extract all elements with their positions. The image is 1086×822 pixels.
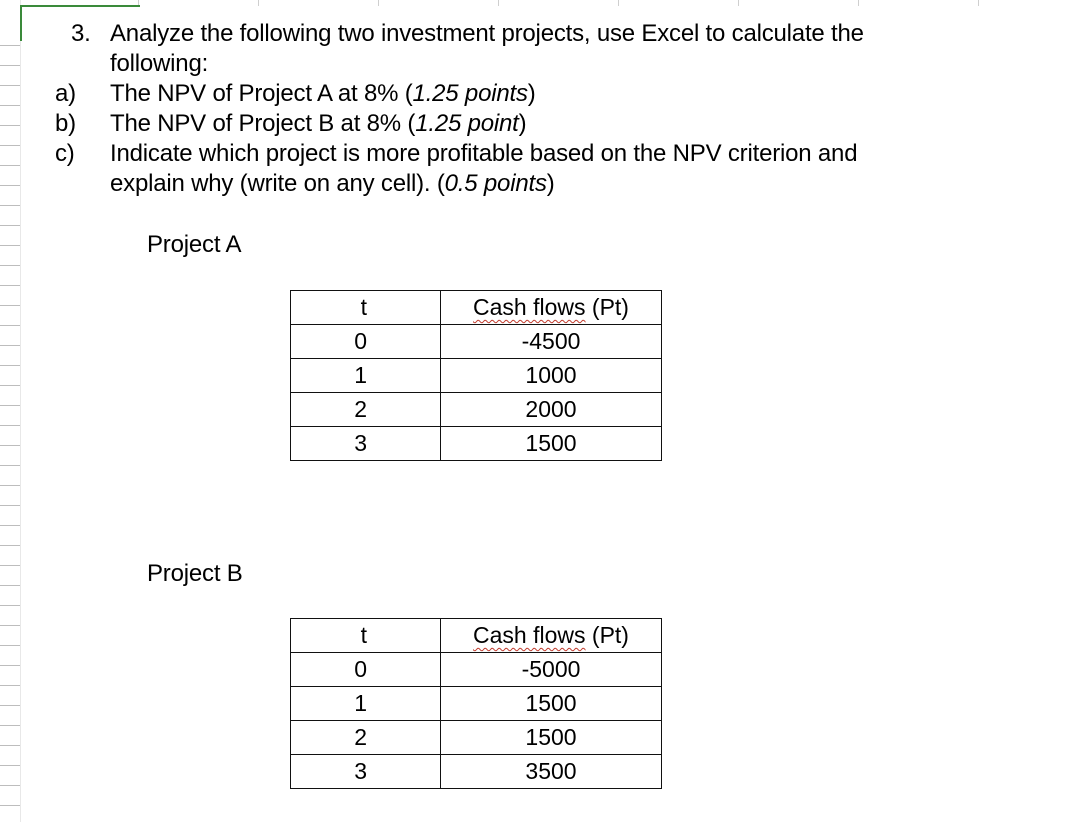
cash-flow-cell[interactable]: 3500 xyxy=(441,755,662,789)
row-header-tick xyxy=(0,165,20,166)
item-close: ) xyxy=(518,110,527,137)
table-header-row xyxy=(291,291,662,325)
row-header-tick xyxy=(0,125,20,126)
table-row xyxy=(291,755,662,789)
project-a-cash-flow-table xyxy=(290,290,662,461)
row-header-tick xyxy=(0,245,20,246)
header-cell-cash-flows[interactable] xyxy=(441,619,662,653)
item-marker: a) xyxy=(55,80,76,107)
period-cell[interactable]: 0 xyxy=(291,653,441,687)
table-row xyxy=(291,427,662,461)
question-number: 3. xyxy=(71,20,91,47)
row-header-tick xyxy=(0,365,20,366)
row-header-tick xyxy=(0,525,20,526)
item-text: The NPV of Project B at 8% ( xyxy=(110,110,416,137)
row-header-tick xyxy=(0,45,20,46)
item-close: ) xyxy=(546,170,555,197)
row-header-tick xyxy=(0,265,20,266)
table-row xyxy=(291,721,662,755)
table-row xyxy=(291,687,662,721)
item-close: ) xyxy=(527,80,536,107)
project-b-title: Project B xyxy=(147,560,243,587)
question-intro-text: Analyze the following two investment projects, use Excel to calculate the xyxy=(110,20,864,47)
row-header-tick xyxy=(0,605,20,606)
row-header-tick xyxy=(0,725,20,726)
row-header-tick xyxy=(0,385,20,386)
cash-flow-cell[interactable]: 1500 xyxy=(441,687,662,721)
header-cash-flows-unit: (Pt) xyxy=(585,294,629,320)
row-header-tick xyxy=(0,145,20,146)
table-header-row xyxy=(291,619,662,653)
project-b-cash-flow-table xyxy=(290,618,662,789)
row-header-tick xyxy=(0,225,20,226)
header-cell-cash-flows[interactable] xyxy=(441,291,662,325)
cash-flow-cell[interactable]: 1500 xyxy=(441,721,662,755)
table-row xyxy=(291,653,662,687)
cash-flow-cell[interactable]: -5000 xyxy=(441,653,662,687)
cash-flow-cell[interactable]: 1000 xyxy=(441,359,662,393)
period-cell[interactable]: 3 xyxy=(291,755,441,789)
row-header-tick xyxy=(0,705,20,706)
row-header-tick xyxy=(0,565,20,566)
item-text: The NPV of Project A at 8% ( xyxy=(110,80,413,107)
row-header-tick xyxy=(0,805,20,806)
grid-column-tick xyxy=(378,0,379,6)
item-points: 0.5 points xyxy=(444,170,547,197)
row-header-tick xyxy=(0,665,20,666)
row-header-tick xyxy=(0,745,20,746)
header-cell-t[interactable]: t xyxy=(291,619,441,653)
grid-column-tick xyxy=(258,0,259,6)
grid-column-tick xyxy=(618,0,619,6)
cash-flow-cell[interactable]: 1500 xyxy=(441,427,662,461)
header-cash-flows-word: Cash flows xyxy=(473,622,586,648)
period-cell[interactable]: 2 xyxy=(291,721,441,755)
item-continuation: explain why (write on any cell). ( xyxy=(110,170,445,197)
row-header-tick xyxy=(0,645,20,646)
item-marker: c) xyxy=(55,140,75,167)
row-header-tick xyxy=(0,205,20,206)
table-row xyxy=(291,393,662,427)
header-cash-flows-word: Cash flows xyxy=(473,294,586,320)
row-header-tick xyxy=(0,425,20,426)
item-text: Indicate which project is more profitable based on the NPV criterion and xyxy=(110,140,858,167)
grid-column-tick xyxy=(858,0,859,6)
project-a-title: Project A xyxy=(147,231,242,258)
period-cell[interactable]: 1 xyxy=(291,687,441,721)
row-header-tick xyxy=(0,65,20,66)
grid-column-line xyxy=(20,0,21,822)
row-header-tick xyxy=(0,465,20,466)
row-header-tick xyxy=(0,505,20,506)
grid-column-tick xyxy=(738,0,739,6)
item-points: 1.25 points xyxy=(412,80,528,107)
row-header-tick xyxy=(0,285,20,286)
row-header-tick xyxy=(0,105,20,106)
row-header-tick xyxy=(0,785,20,786)
period-cell[interactable]: 3 xyxy=(291,427,441,461)
row-header-tick xyxy=(0,345,20,346)
row-header-tick xyxy=(0,545,20,546)
table-row xyxy=(291,359,662,393)
header-cash-flows-unit: (Pt) xyxy=(585,622,629,648)
row-header-tick xyxy=(0,685,20,686)
row-header-tick xyxy=(0,325,20,326)
row-header-tick xyxy=(0,585,20,586)
period-cell[interactable]: 2 xyxy=(291,393,441,427)
row-header-tick xyxy=(0,625,20,626)
table-row xyxy=(291,325,662,359)
row-header-tick xyxy=(0,485,20,486)
question-intro-continuation: following: xyxy=(110,50,209,77)
period-cell[interactable]: 0 xyxy=(291,325,441,359)
grid-column-tick xyxy=(978,0,979,6)
header-cell-t[interactable]: t xyxy=(291,291,441,325)
item-marker: b) xyxy=(55,110,76,137)
grid-column-tick xyxy=(498,0,499,6)
item-points: 1.25 point xyxy=(415,110,519,137)
period-cell[interactable]: 1 xyxy=(291,359,441,393)
row-header-tick xyxy=(0,185,20,186)
cash-flow-cell[interactable]: -4500 xyxy=(441,325,662,359)
row-header-tick xyxy=(0,305,20,306)
row-header-tick xyxy=(0,85,20,86)
row-header-tick xyxy=(0,405,20,406)
row-header-tick xyxy=(0,765,20,766)
row-header-tick xyxy=(0,445,20,446)
cash-flow-cell[interactable]: 2000 xyxy=(441,393,662,427)
